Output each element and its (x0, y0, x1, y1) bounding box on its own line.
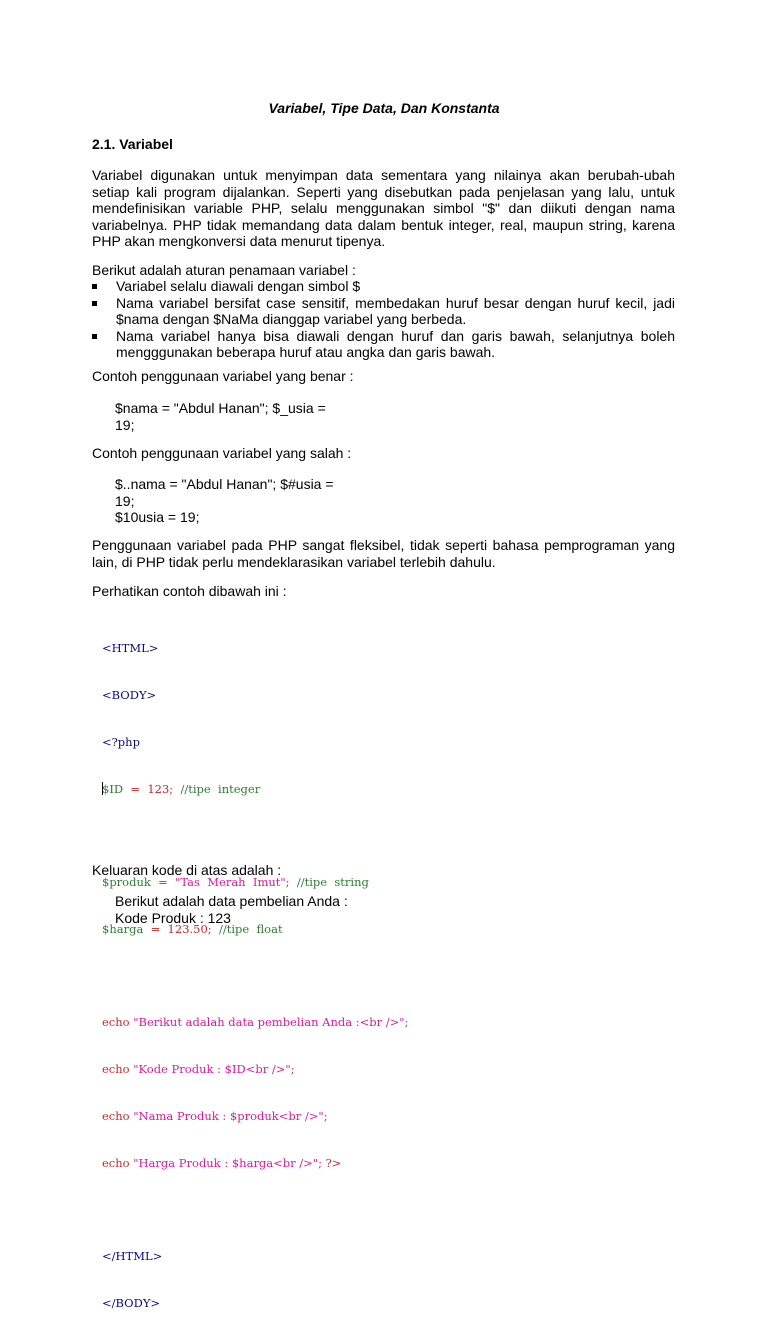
correct-example-intro: Contoh penggunaan variabel yang benar : (92, 368, 354, 384)
code-line: <?php (102, 734, 140, 749)
code-line-blank (102, 969, 408, 985)
example-intro: Perhatikan contoh dibawah ini : (92, 583, 287, 599)
bullet-icon (92, 301, 97, 306)
code-line-blank (102, 1203, 408, 1219)
bullet-icon (92, 284, 97, 289)
output-intro: Keluaran kode di atas adalah : (92, 862, 282, 878)
output-line: Kode Produk : 123 (115, 909, 231, 926)
rule-text: Nama variabel hanya bisa diawali dengan huruf dan garis bawah, selanjutnya boleh mengggunakan beberapa huruf atau angka dan garis bawah. (116, 327, 675, 360)
code-line-blank (102, 828, 408, 844)
code-line: $produk = "Tas Merah Imut"; //tipe string (102, 875, 369, 890)
section-heading: 2.1. Variabel (92, 136, 173, 152)
code-line: echo "Nama Produk : $produk<br />"; (102, 1109, 328, 1123)
code-line: </BODY> (102, 1296, 161, 1311)
rule-text: Variabel selalu diawali dengan simbol $ (116, 278, 361, 294)
list-item (92, 328, 675, 361)
code-line: </HTML> (102, 1249, 163, 1264)
code-line: <HTML> (102, 641, 159, 656)
example-line: $..nama = "Abdul Hanan"; $#usia = (115, 476, 334, 492)
code-line: <BODY> (102, 687, 157, 702)
code-line: $ID = 123; //tipe integer (102, 781, 261, 796)
code-line: $harga = 123.50; //tipe float (102, 921, 283, 936)
wrong-example (115, 476, 334, 526)
code-line: echo "Kode Produk : $ID<br />"; (102, 1062, 295, 1077)
wrong-example-intro: Contoh penggunaan variabel yang salah : (92, 445, 352, 461)
rule-text: Nama variabel bersifat case sensitif, membedakan huruf besar dengan huruf kecil, jadi $nama dengan $NaMa dianggap variabel yang berbeda. (116, 294, 675, 327)
document-title: Variabel, Tipe Data, Dan Konstanta (268, 100, 500, 116)
correct-example (115, 400, 326, 433)
example-line: 19; (115, 492, 135, 509)
rules-intro: Berikut adalah aturan penamaan variabel : (92, 262, 356, 278)
code-line: echo "Harga Produk : $harga<br />"; ?> (102, 1155, 342, 1170)
example-line: $nama = "Abdul Hanan"; $_usia = (115, 400, 326, 416)
code-line: echo "Berikut adalah data pembelian Anda :<br />"; (102, 1015, 409, 1030)
intro-paragraph: Variabel digunakan untuk menyimpan data sementara yang nilainya akan berubah-ubah setiap kali program dijalankan. Seperti yang disebutkan pada penjelasan yang lalu, untuk mendefinisikan variable PHP, selalu menggunakan simbol "$" dan diikuti dengan nama variabelnya. PHP tidak memandang data dalam bentuk integer, real, maupun string, karena PHP akan mengkonversi data menurut tipenya. (92, 167, 675, 249)
output-line: Berikut adalah data pembelian Anda : (115, 893, 348, 909)
bullet-icon (92, 334, 97, 339)
rules-list (92, 278, 675, 361)
list-item (92, 295, 675, 328)
list-item (92, 278, 675, 295)
flexibility-paragraph: Penggunaan variabel pada PHP sangat fleksibel, tidak seperti bahasa pemprograman yang lain, di PHP tidak perlu mendeklarasikan variabel terlebih dahulu. (92, 537, 675, 570)
output-block (115, 893, 348, 926)
example-line: 19; (115, 416, 135, 433)
code-block (102, 610, 408, 1343)
example-line: $10usia = 19; (115, 509, 200, 525)
